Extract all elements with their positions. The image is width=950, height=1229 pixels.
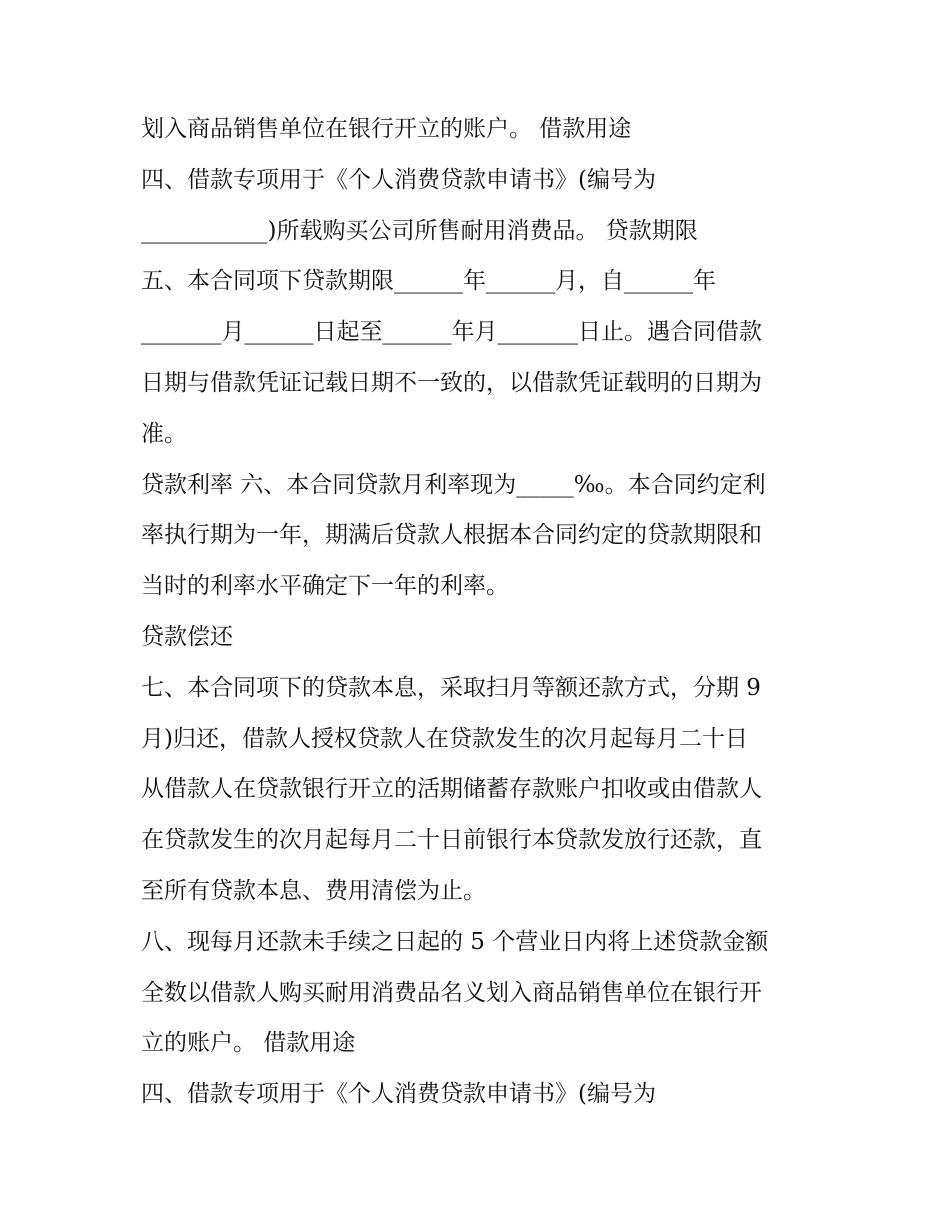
- text-line: 日期与借款凭证记载日期不一致的，以借款凭证载明的日期为: [141, 369, 762, 396]
- text-line: 月)归还，借款人授权贷款人在贷款发生的次月起每月二十日: [141, 725, 748, 752]
- text-line: 贷款利率 六、本合同贷款月利率现为_____‰。本合同约定利: [141, 471, 766, 498]
- text-line: 至所有贷款本息、费用清偿为止。: [141, 877, 486, 904]
- text-line: 当时的利率水平确定下一年的利率。: [141, 573, 509, 600]
- text-line: 划入商品销售单位在银行开立的账户。 借款用途: [141, 116, 632, 142]
- text-line: ___________)所载购买公司所售耐用消费品。 贷款期限: [141, 217, 698, 244]
- document-body: [141, 108, 821, 1124]
- text-line: 五、本合同项下贷款期限______年______月，自______年: [141, 268, 716, 295]
- text-line: 在贷款发生的次月起每月二十日前银行本贷款发放行还款，直: [141, 827, 762, 854]
- text-line: _______月______日起至______年月_______日止。遇合同借款: [141, 319, 762, 346]
- text-line: 八、现每月还款未手续之日起的 5 个营业日内将上述贷款金额: [141, 928, 769, 955]
- text-line: 四、借款专项用于《个人消费贷款申请书》(编号为: [141, 166, 656, 193]
- text-line: 立的账户。 借款用途: [141, 1030, 356, 1057]
- text-line: 从借款人在贷款银行开立的活期储蓄存款账户扣收或由借款人: [141, 776, 762, 803]
- text-line: 全数以借款人购买耐用消费品名义划入商品销售单位在银行开: [141, 979, 762, 1006]
- text-line: 准。: [141, 420, 187, 447]
- text-line: 率执行期为一年，期满后贷款人根据本合同约定的贷款期限和: [141, 522, 762, 549]
- text-line: 四、借款专项用于《个人消费贷款申请书》(编号为: [141, 1081, 656, 1108]
- text-line: 贷款偿还: [141, 623, 233, 650]
- text-line: 七、本合同项下的贷款本息，采取扫月等额还款方式，分期 9: [141, 674, 761, 701]
